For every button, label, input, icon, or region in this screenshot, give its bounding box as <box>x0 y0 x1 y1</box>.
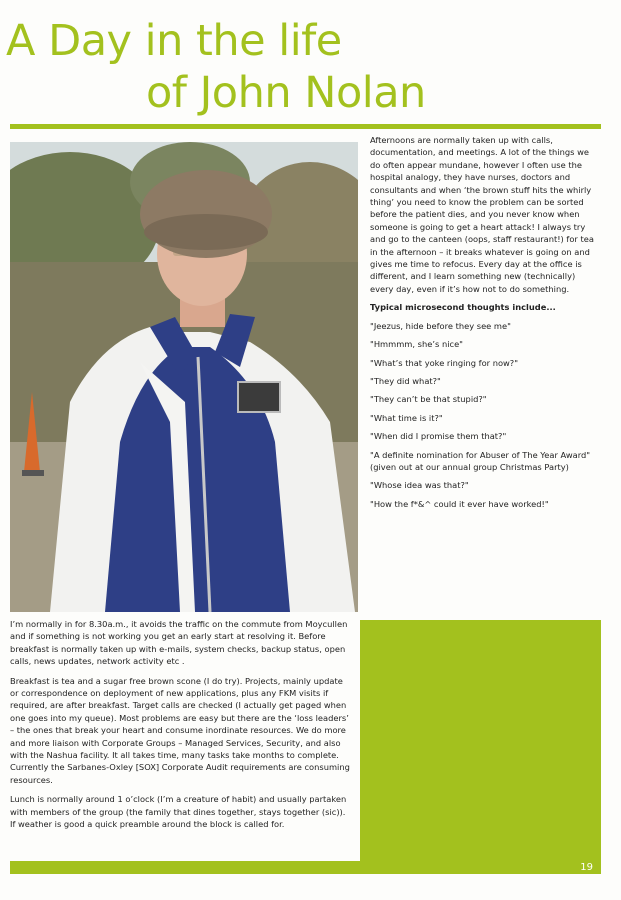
decorative-green-block <box>360 620 601 874</box>
thought-item: "What’s that yoke ringing for now?" <box>370 357 519 368</box>
thought-item: "They did what?" <box>370 375 441 386</box>
bottom-rule <box>10 861 601 874</box>
title-line-1: A Day in the life <box>6 16 342 66</box>
thought-item: "Jeezus, hide before they see me" <box>370 320 511 331</box>
afternoon-paragraph: Afternoons are normally taken up with calls, documentation, and meetings. A lot of the things we do often appear mundane, however I often use the hospital analogy, they have nurses, doctors and consultants and when ‘the brown stuff hits the whirly thing’ you need to know the problem can be sorted before the patient dies, and you never know when someone is going to get a heart attack! I always try and go to the canteen (oops, staff restaurant!) for tea in the afternoon – it breaks whatever is going on and gives me time to refocus. Every day at the office is different, and I learn something new (technically) every day, even if it’s how not to do something. <box>370 135 594 294</box>
right-column <box>370 134 600 516</box>
thought-item: "They can’t be that stupid?" <box>370 394 487 405</box>
breakfast-paragraph: Breakfast is tea and a sugar free brown scone (I do try). Projects, mainly update or correspondence on deployment of new applications, plus any FKM visits if required, are after breakfast. Target calls are checked (I actually get paged when one goes into my queue). Most problems are easy but there are the ‘loss leaders’ – the ones that break your heart and consume inordinate resources. We do more and more liaison with Corporate Groups – Managed Services, Security, and also with the Nashua facility. It all takes time, many tasks take months to complete. Currently the Sarbanes-Oxley [SOX] Corporate Audit requirements are consuming resources. <box>10 675 350 785</box>
lunch-paragraph: Lunch is normally around 1 o’clock (I’m a creature of habit) and usually partaken with members of the group (the family that dines together, stays together (sic)). If weather is good a quick preamble around the block is called for. <box>10 794 347 830</box>
bottom-column <box>10 618 352 838</box>
top-rule <box>10 124 601 129</box>
page-number: 19 <box>580 862 593 873</box>
thought-item: "How the f*&^ could it ever have worked!" <box>370 498 549 509</box>
thought-item: "A definite nomination for Abuser of The Year Award" (given out at our annual group Christmas Party) <box>370 449 591 472</box>
thought-item: "When did I promise them that?" <box>370 431 507 442</box>
thought-item: "What time is it?" <box>370 412 443 423</box>
portrait-illustration <box>10 142 358 612</box>
morning-paragraph: I’m normally in for 8.30a.m., it avoids the traffic on the commute from Moycullen and if something is not working you get an early start at resolving it. Before breakfast is normally taken up with e-mails, system checks, backup status, open calls, news updates, network activity etc . <box>10 619 348 667</box>
portrait-photo <box>10 142 358 612</box>
thought-item: "Whose idea was that?" <box>370 480 469 491</box>
thought-item: "Hmmmm, she’s nice" <box>370 339 463 350</box>
thoughts-heading: Typical microsecond thoughts include... <box>370 302 556 313</box>
title-line-2: of John Nolan <box>146 68 426 118</box>
